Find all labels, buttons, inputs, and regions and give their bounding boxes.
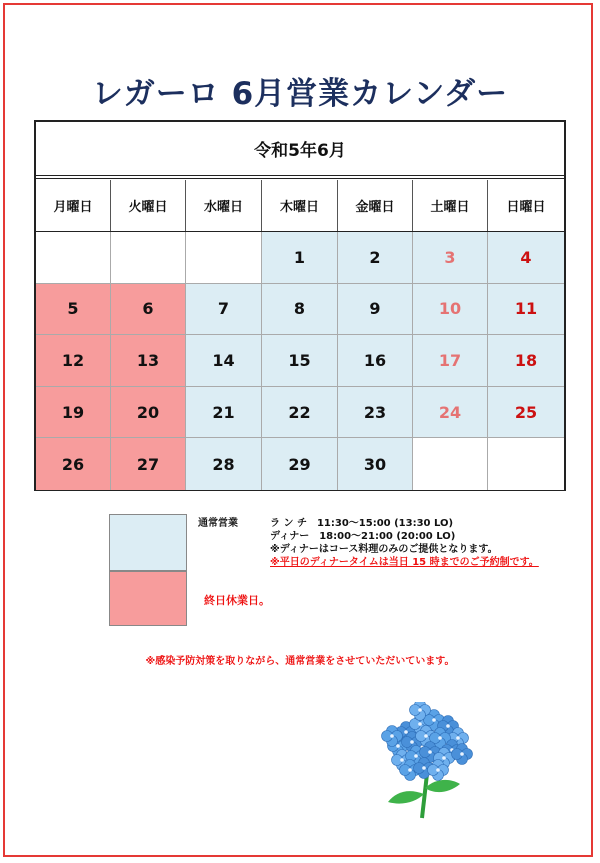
calendar-day-cell: 24	[413, 387, 488, 439]
header-divider	[36, 175, 564, 176]
calendar-month-label: 令和5年6月	[254, 141, 346, 161]
calendar-empty-cell	[186, 232, 262, 284]
legend-note-reservation: ※平日のディナータイムは当日 15 時までのご予約制です。	[270, 557, 539, 568]
calendar-day-cell: 18	[488, 335, 564, 387]
calendar-day-cell: 28	[186, 438, 262, 490]
calendar-day-cell: 1	[262, 232, 338, 284]
legend-note-course: ※ディナーはコース料理のみのご提供となります。	[270, 544, 498, 555]
calendar-day-cell: 15	[262, 335, 338, 387]
calendar-day-cell: 10	[413, 284, 488, 336]
calendar-day-cell: 16	[338, 335, 413, 387]
calendar-day-cell: 4	[488, 232, 564, 284]
weekday-header: 日曜日	[506, 200, 546, 215]
calendar-day-cell: 13	[111, 335, 186, 387]
header-divider-double	[36, 178, 564, 179]
calendar-empty-cell	[111, 232, 186, 284]
calendar-day-cell: 27	[111, 438, 186, 490]
weekday-header: 月曜日	[36, 180, 111, 231]
calendar-day-cell: 11	[488, 284, 564, 336]
legend-open-swatch	[109, 514, 187, 571]
calendar-day-cell: 19	[36, 387, 111, 439]
calendar-day-cell: 12	[36, 335, 111, 387]
calendar-day-cell: 21	[186, 387, 262, 439]
weekday-header: 火曜日	[111, 180, 186, 231]
page-title: レガーロ 6月営業カレンダー	[91, 76, 509, 112]
calendar-day-cell: 6	[111, 284, 186, 336]
calendar-day-cell: 17	[413, 335, 488, 387]
legend-closed-label: 終日休業日。	[204, 594, 270, 607]
weekday-header: 土曜日	[413, 180, 488, 231]
calendar-day-cell: 9	[338, 284, 413, 336]
covid-notice: ※感染予防対策を取りながら、通常営業をさせていただいています。	[145, 656, 455, 667]
calendar-day-cell: 23	[338, 387, 413, 439]
calendar-table	[34, 120, 566, 491]
calendar-day-cell: 5	[36, 284, 111, 336]
calendar-day-cell: 30	[338, 438, 413, 490]
calendar-day-cell: 29	[262, 438, 338, 490]
calendar-day-cell: 26	[36, 438, 111, 490]
legend-lunch-hours: ラ ン チ 11:30～15:00 (13:30 LO)	[270, 518, 454, 529]
calendar-day-cell: 25	[488, 387, 564, 439]
calendar-empty-cell	[413, 438, 488, 490]
calendar-day-cell: 22	[262, 387, 338, 439]
legend-open-label: 通常営業	[198, 518, 238, 529]
calendar-day-cell: 8	[262, 284, 338, 336]
weekday-header: 水曜日	[186, 180, 262, 231]
legend-closed-swatch	[109, 571, 187, 626]
calendar-empty-cell	[36, 232, 111, 284]
calendar-day-cell: 20	[111, 387, 186, 439]
legend-dinner-hours: ディナー 18:00～21:00 (20:00 LO)	[270, 531, 456, 542]
calendar-day-cell: 3	[413, 232, 488, 284]
calendar-day-cell: 2	[338, 232, 413, 284]
calendar-day-cell: 14	[186, 335, 262, 387]
calendar-empty-cell	[488, 438, 564, 490]
weekday-header: 金曜日	[338, 180, 413, 231]
calendar-day-cell: 7	[186, 284, 262, 336]
hydrangea-icon	[372, 702, 482, 822]
weekday-header: 木曜日	[262, 180, 338, 231]
